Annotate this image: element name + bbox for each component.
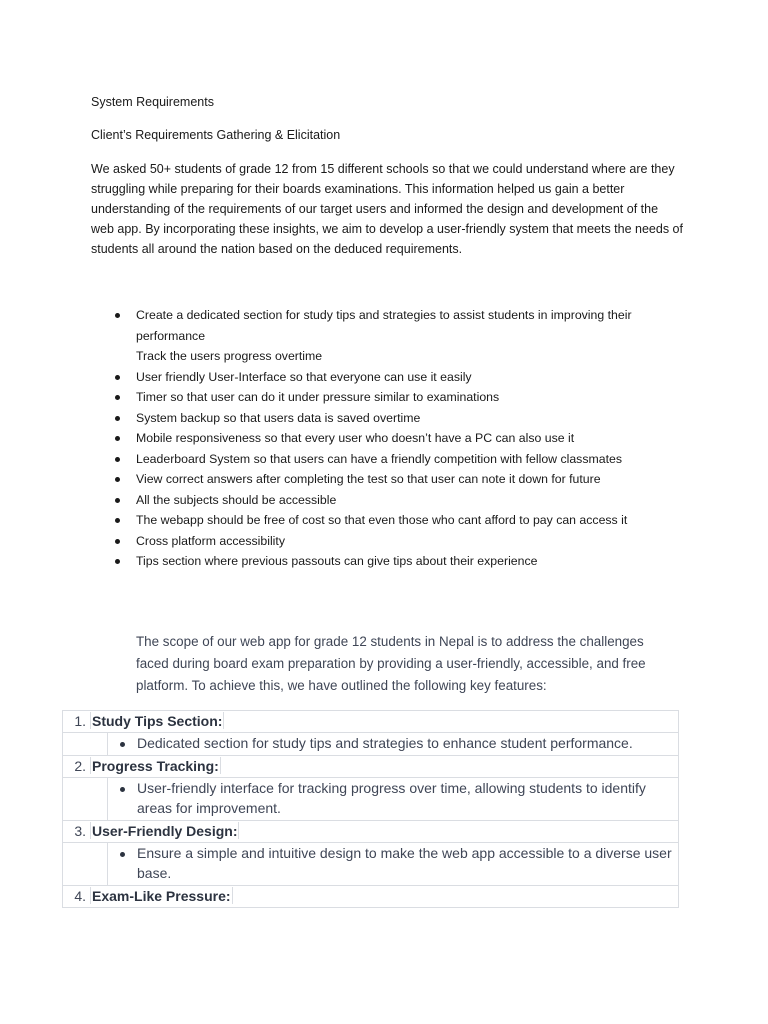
list-item-text: User friendly User-Interface so that everyone can use it easily (136, 369, 472, 384)
list-item-text: Create a dedicated section for study tips and strategies to assist students in improving their performance (136, 308, 632, 343)
bullet-icon (115, 457, 120, 462)
feature-detail (107, 778, 678, 820)
feature-heading-row (62, 710, 679, 733)
feature-detail (107, 843, 678, 885)
bullet-icon (120, 742, 125, 747)
feature-detail-row (62, 778, 679, 821)
page-title: System Requirements (91, 95, 214, 109)
scope-paragraph: The scope of our web app for grade 12 students in Nepal is to address the challenges faced during board exam preparation by providing a user-friendly, accessible, and free platform. To achieve this, we have outlined the following key features: (136, 634, 646, 693)
bullet-icon (115, 375, 120, 380)
list-item-text: Cross platform accessibility (136, 533, 285, 548)
bullet-icon (115, 539, 120, 544)
bullet-icon (115, 395, 120, 400)
list-item-text: The webapp should be free of cost so that even those who cant afford to pay can access it (136, 513, 628, 527)
list-item-text: System backup so that users data is saved overtime (136, 410, 421, 425)
list-item-text: View correct answers after completing the test so that user can note it down for future (136, 472, 601, 486)
list-item (113, 469, 673, 490)
bullet-icon (115, 477, 120, 482)
list-item-continuation: Track the users progress overtime (136, 349, 323, 363)
bullet-icon (115, 518, 120, 523)
feature-heading-row (62, 886, 679, 908)
feature-number: 4. (74, 887, 86, 904)
feature-number: 3. (74, 822, 86, 839)
list-item (113, 408, 673, 429)
bullet-icon (120, 852, 125, 857)
list-item (113, 490, 673, 511)
feature-detail-row (62, 843, 679, 886)
list-item (113, 531, 673, 552)
feature-detail (107, 733, 678, 755)
list-item (113, 367, 673, 388)
requirements-list (113, 305, 673, 572)
intro-paragraph: We asked 50+ students of grade 12 from 15 different schools so that we could understand where are they struggling while preparing for their boards examinations. This information helped us gain a better understanding of the requirements of our target users and informed the design and development of the web app. By incorporating these insights, we aim to develop a user-friendly system that meets the needs of students all around the nation based on the deduced requirements. (91, 162, 683, 256)
features-list (62, 710, 679, 908)
feature-heading-row (62, 821, 679, 843)
feature-title: Study Tips Section: (92, 713, 223, 729)
list-item-text: Leaderboard System so that users can have a friendly competition with fellow classmates (136, 451, 622, 466)
feature-detail-row (62, 733, 679, 756)
feature-detail-text: Ensure a simple and intuitive design to make the web app accessible to a diverse user base. (137, 844, 672, 881)
bullet-icon (115, 498, 120, 503)
feature-title: Progress Tracking: (92, 757, 219, 774)
list-item (113, 428, 673, 449)
list-item (113, 387, 673, 408)
feature-title: User-Friendly Design: (92, 822, 238, 839)
list-item-text: All the subjects should be accessible (136, 492, 337, 507)
bullet-icon (120, 787, 125, 792)
feature-heading-row (62, 756, 679, 778)
list-item (113, 305, 673, 367)
list-item-text: Mobile responsiveness so that every user who doesn’t have a PC can also use it (136, 431, 575, 445)
list-item-text: Tips section where previous passouts can give tips about their experience (136, 554, 538, 568)
feature-number: 1. (74, 713, 86, 729)
bullet-icon (115, 559, 120, 564)
section-heading: Client’s Requirements Gathering & Elicitation (91, 128, 341, 142)
bullet-icon (115, 313, 120, 318)
bullet-icon (115, 436, 120, 441)
list-item-text: Timer so that user can do it under pressure similar to examinations (136, 390, 500, 404)
list-item (113, 551, 673, 572)
feature-detail-text: Dedicated section for study tips and strategies to enhance student performance. (137, 735, 633, 751)
list-item (113, 449, 673, 470)
bullet-icon (115, 416, 120, 421)
list-item (113, 510, 673, 531)
feature-title: Exam-Like Pressure: (92, 887, 231, 904)
feature-detail-text: User-friendly interface for tracking progress over time, allowing students to identify areas for improvement. (137, 779, 646, 816)
feature-number: 2. (74, 757, 86, 774)
